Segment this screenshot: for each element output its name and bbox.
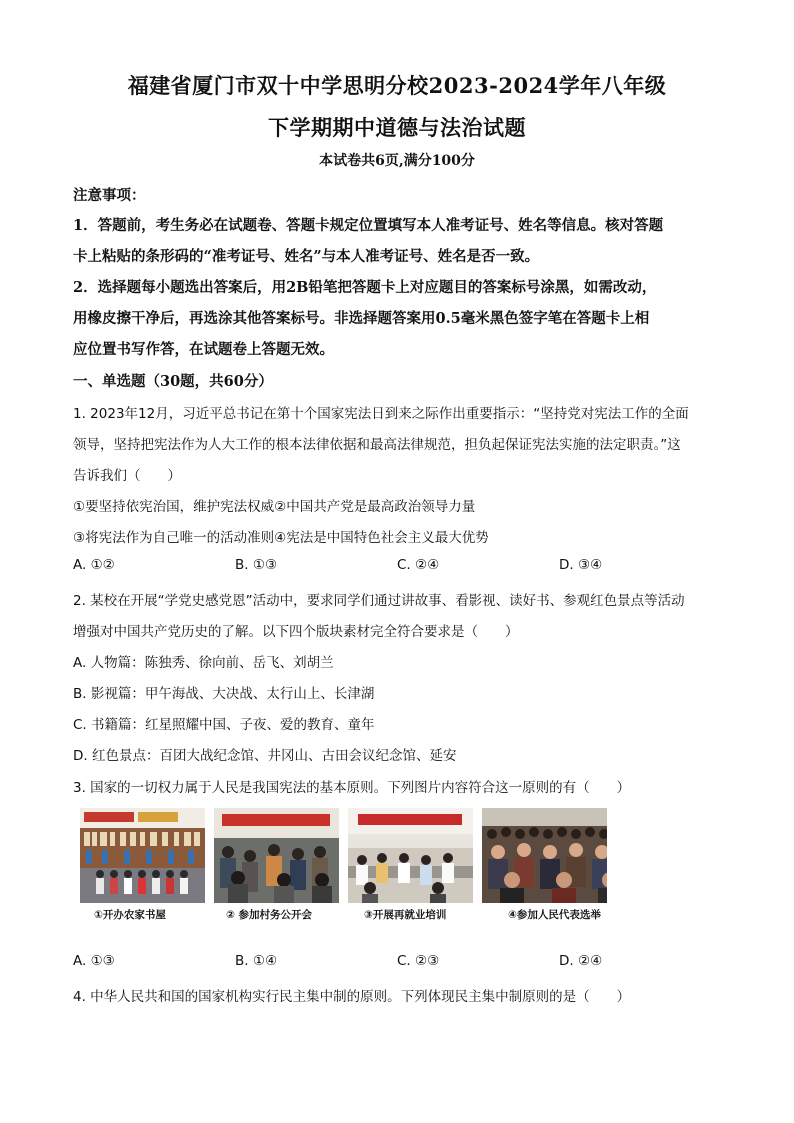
photo-village-meeting	[214, 808, 339, 903]
q1-option-a[interactable]: A. ①②	[73, 557, 115, 573]
q2-option-a[interactable]: A. 人物篇：陈独秀、徐向前、岳飞、刘胡兰	[73, 655, 334, 671]
note-item-1-line1: 1．答题前，考生务必在试题卷、答题卡规定位置填写本人准考证号、姓名等信息。核对答题	[73, 217, 664, 234]
photo-rural-library	[80, 808, 205, 903]
q3-option-a[interactable]: A. ①③	[73, 953, 115, 969]
exam-title-line2: 下学期期中道德与法治试题	[268, 115, 526, 140]
note-item-2-line1: 2．选择题每小题选出答案后，用2B铅笔把答题卡上对应题目的答案标号涂黑，如需改动，	[73, 279, 657, 296]
caption-photo-3: ③开展再就业培训	[364, 909, 447, 921]
notes-label: 注意事项：	[73, 187, 146, 204]
q1-statements-2: ③将宪法作为自己唯一的活动准则④宪法是中国特色社会主义最大优势	[73, 530, 489, 546]
q3-option-d[interactable]: D. ②④	[559, 953, 603, 969]
q1-statements-1: ①要坚持依宪治国，维护宪法权威②中国共产党是最高政治领导力量	[73, 499, 476, 515]
q1-option-c[interactable]: C. ②④	[397, 557, 440, 573]
q1-stem-line2: 领导，坚持把宪法作为人大工作的根本法律依据和最高法律规范，担负起保证宪法实施的法定职责。”这	[73, 437, 681, 453]
note-item-2-line3: 应位置书写作答，在试题卷上答题无效。	[73, 341, 334, 358]
caption-photo-4: ④参加人民代表选举	[508, 909, 601, 921]
caption-photo-1: ①开办农家书屋	[94, 909, 166, 921]
q3-option-c[interactable]: C. ②③	[397, 953, 440, 969]
q2-option-c[interactable]: C. 书籍篇：红星照耀中国、子夜、爱的教育、童年	[73, 717, 375, 733]
photo-deputy-election	[482, 808, 607, 903]
photo-reemployment-training	[348, 808, 473, 903]
q1-stem-line3: 告诉我们（ ）	[73, 468, 181, 484]
q2-option-b[interactable]: B. 影视篇：甲午海战、大决战、太行山上、长津湖	[73, 686, 375, 702]
q3-option-b[interactable]: B. ①④	[235, 953, 278, 969]
q2-stem-line2: 增强对中国共产党历史的了解。以下四个版块素材完全符合要求是（ ）	[73, 624, 519, 640]
exam-title-line1: 福建省厦门市双十中学思明分校2023-2024学年八年级	[127, 73, 667, 98]
q2-option-d[interactable]: D. 红色景点：百团大战纪念馆、井冈山、古田会议纪念馆、延安	[73, 748, 457, 764]
section-heading: 一、单选题（30题，共60分）	[73, 373, 273, 390]
q1-option-b[interactable]: B. ①③	[235, 557, 278, 573]
note-item-2-line2: 用橡皮擦干净后，再选涂其他答案标号。非选择题答案用0.5毫米黑色签字笔在答题卡上相	[73, 310, 650, 327]
exam-subtitle: 本试卷共6页,满分100分	[319, 153, 475, 169]
caption-photo-2: ② 参加村务公开会	[226, 909, 313, 921]
q3-stem: 3. 国家的一切权力属于人民是我国宪法的基本原则。下列图片内容符合这一原则的有（ ）	[73, 780, 631, 796]
q2-stem-line1: 2. 某校在开展“学党史感党恩”活动中，要求同学们通过讲故事、看影视、读好书、参观红色景点等活动	[73, 593, 685, 609]
q4-stem: 4. 中华人民共和国的国家机构实行民主集中制的原则。下列体现民主集中制原则的是（ ）	[73, 989, 631, 1005]
q1-option-d[interactable]: D. ③④	[559, 557, 603, 573]
note-item-1-line2: 卡上粘贴的条形码的“准考证号、姓名”与本人准考证号、姓名是否一致。	[73, 248, 540, 265]
q1-stem-line1: 1. 2023年12月，习近平总书记在第十个国家宪法日到来之际作出重要指示：“坚持党对宪法工作的全面	[73, 406, 689, 422]
